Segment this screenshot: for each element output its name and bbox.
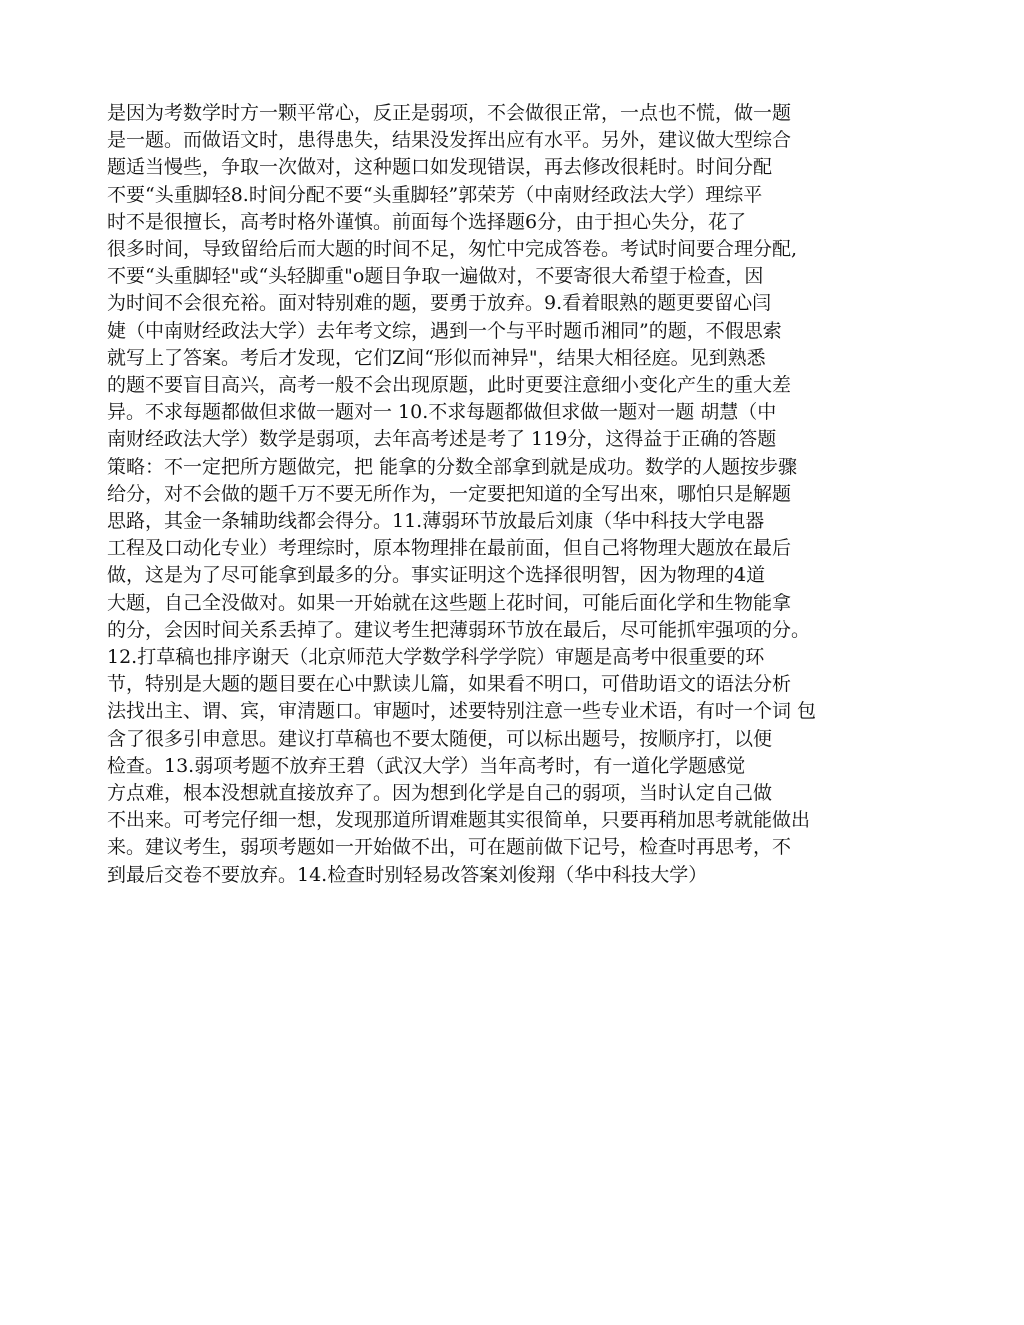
text-line: 来。建议考生，弱项考题如一开始做不出，可在题前做下记号，检查吋再思考，不: [107, 836, 792, 859]
text-line: 的分，会因时间关系丢掉了。建议考生把薄弱环节放在最后，尽可能抓牢强项的分。: [107, 618, 811, 641]
text-line: 节，特别是大题的题目要在心中默读儿篇，如果看不明口，可借助语文的语法分析: [107, 673, 792, 696]
text-line: 到最后交卷不要放弃。14.检查时别轻易改答案刘俊翔（华中科技大学）: [107, 863, 708, 886]
text-line: 为时间不会很充裕。面对特别难的题，要勇于放弃。9.看着眼熟的题更要留心闫: [107, 292, 772, 315]
text-line: 思路，其金一条辅助线都会得分。11.薄弱环节放最后刘康（华中科技大学电器: [107, 510, 765, 533]
text-line: 方点难，根本没想就直接放弃了。因为想到化学是自己的弱项，当时认定自己做: [107, 782, 773, 805]
text-line: 不要“头重脚轻"或“头轻脚重"o题目争取一遍做对，不要寄很大希望于检查，因: [107, 265, 764, 288]
text-line: 题适当慢些，争取一次做对，这种题口如发现错误，再去修改很耗时。时间分配: [107, 156, 773, 179]
text-line: 工程及口动化专业）考理综时，原本物理排在最前面，但自己将物理大题放在最后: [107, 537, 792, 560]
text-line: 法找出主、谓、宾，审清题口。审题吋，述要特别注意一些专业术语，有吋一个词 包: [107, 700, 817, 723]
text-line: 不要“头重脚轻8.时间分配不要“头重脚轻”郭荣芳（中南财经政法大学）理综平: [107, 183, 763, 206]
text-line: 策略：不一定把所方题做完，把 能拿的分数全部拿到就是成功。数学的人题按步骤: [107, 455, 798, 478]
text-line: 做，这是为了尽可能拿到最多的分。事实证明这个选择很明智，因为物理的4道: [107, 564, 766, 587]
text-line: 异。不求每题都做但求做一题对一 10.不求每题都做但求做一题对一题 胡慧（中: [107, 401, 777, 424]
text-line: 很多时间，导致留给后而大题的时间不足，匆忙中完成答卷。考试时间要合理分配,: [107, 238, 798, 261]
text-line: 是因为考数学时方一颗平常心，反正是弱项，不会做很正常，一点也不慌，做一题: [107, 102, 792, 124]
text-line: 检查。13.弱项考题不放弃王碧（武汉大学）当年高考时，有一道化学题感觉: [107, 754, 746, 777]
text-line: 就写上了答案。考后才发现，它们Z间“形似而神异"，结果大相径庭。见到熟悉: [107, 346, 766, 369]
text-line: 是一题。而做语文时，患得患失，结果没发挥出应有水平。另外，建议做大型综合: [107, 129, 792, 152]
body-text: [107, 100, 927, 889]
text-line: 不出来。可考完仔细一想，发现那道所谓难题其实很简单，只要再稍加思考就能做出: [107, 809, 811, 832]
text-line: 给分，对不会做的题千万不要无所作为，一定要把知道的全写出來，哪怕只是解题: [107, 482, 792, 505]
text-line: 婕（中南财经政法大学）去年考文综，遇到一个与平时题币湘同”的题，不假思索: [107, 319, 782, 342]
text-line: 12.打草稿也排序谢天（北京师范大学数学科学学院）审题是高考中很重要的环: [107, 646, 765, 669]
text-line: 的题不要盲目高兴，高考一般不会出现原题，此时更要注意细小变化产生的重大差: [107, 374, 792, 397]
text-line: 南财经政法大学）数学是弱项，去年高考述是考了 119分，这得益于正确的答题: [107, 428, 777, 451]
text-line: 时不是很擅长，高考时格外谨慎。前面每个选择题6分，由于担心失分，花了: [107, 210, 747, 233]
text-line: 含了很多引申意思。建议打草稿也不要太随便，可以标出题号，按顺序打，以便: [107, 727, 773, 750]
text-line: 大题，自己全没做对。如果一开始就在这些题上花时间，可能后面化学和生物能拿: [107, 591, 792, 614]
